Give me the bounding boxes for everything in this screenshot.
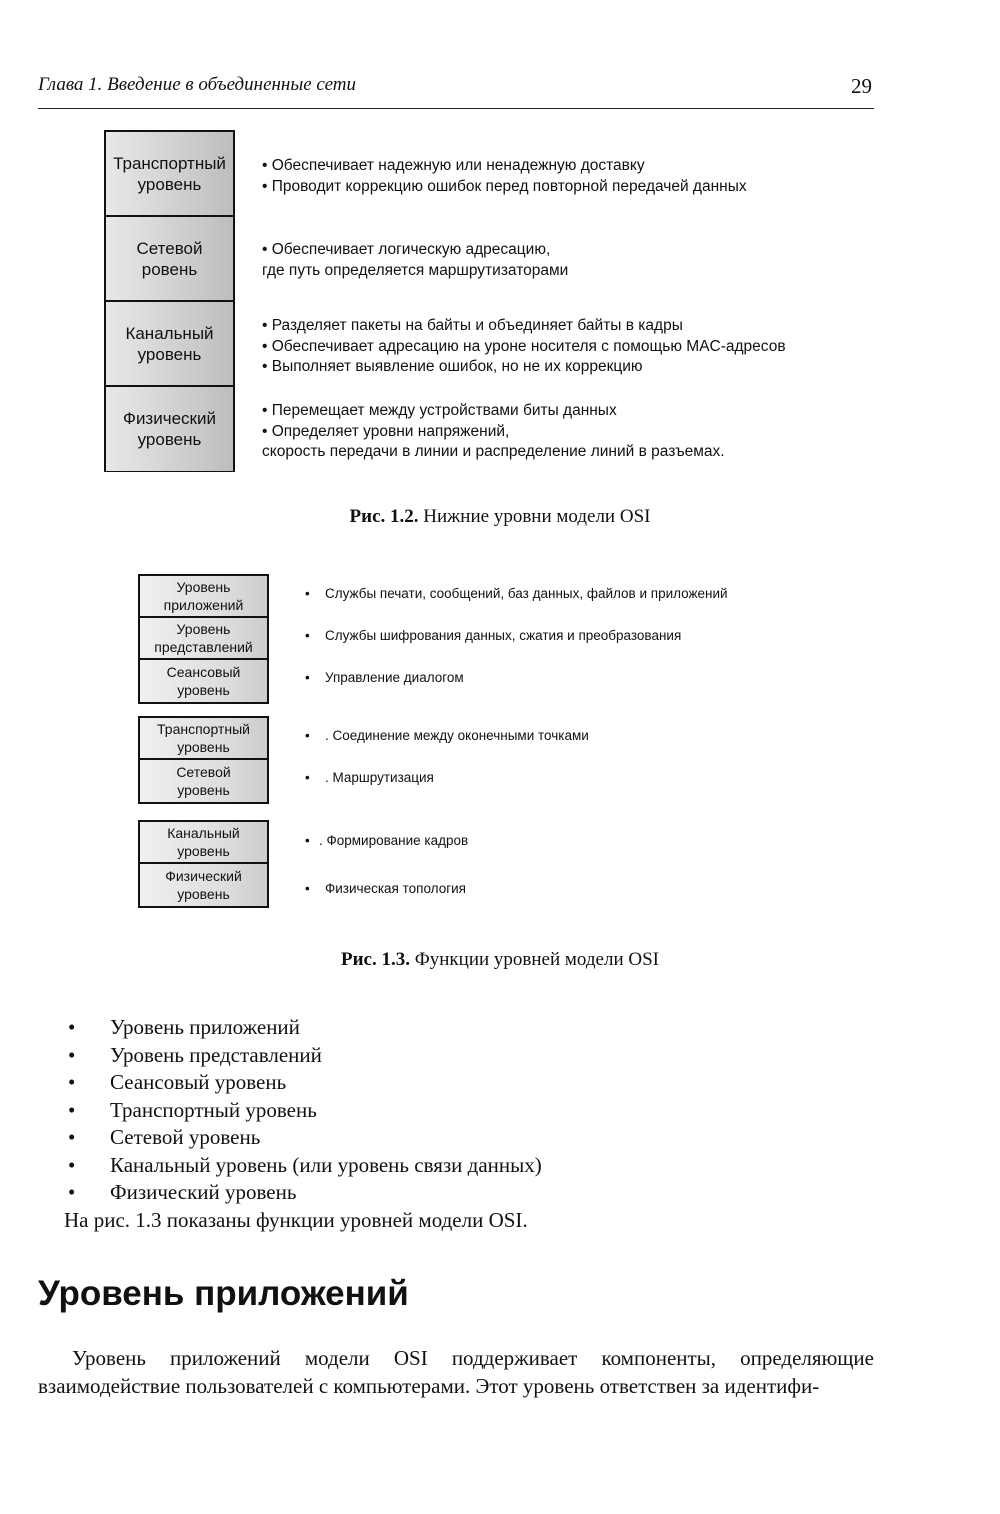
layer-box-session: Сеансовый уровень: [140, 660, 267, 702]
figure-1-3-upper-layers: [138, 574, 269, 704]
function-item: • . Формирование кадров: [305, 833, 469, 848]
function-item: • Службы шифрования данных, сжатия и преобразования: [305, 628, 682, 643]
bullet: •: [305, 770, 310, 785]
page-number: 29: [851, 74, 872, 98]
caption-text: Функции уровней модели OSI: [410, 949, 659, 970]
layer-box-physical: Физический уровень: [140, 864, 267, 906]
layer-desc-transport: • Обеспечивает надежную или ненадежную доставку • Проводит коррекцию ошибок перед повторной передачей данных: [262, 157, 747, 195]
body-paragraph: Уровень приложений модели OSI поддерживает компоненты, определяющие взаимодействие пользователей с компьютерами. Этот уровень ответствен за идентифи-: [38, 1346, 874, 1398]
caption-label: Рис. 1.3.: [341, 949, 410, 970]
layer-desc-network: • Обеспечивает логическую адресацию, где путь определяется маршрутизаторами: [262, 241, 569, 279]
function-item: • . Маршрутизация: [305, 770, 434, 785]
figure-reference-note: На рис. 1.3 показаны функции уровней модели OSI.: [64, 1208, 528, 1232]
layer-box-transport: Транспортный уровень: [140, 718, 267, 760]
figure-1-2-layer-stack: [104, 130, 235, 472]
list-item: • Канальный уровень (или уровень связи данных): [64, 1152, 542, 1180]
layer-desc-physical: • Перемещает между устройствами биты данных • Определяет уровни напряжений, скорость передачи в линии и распределение линий в разъемах.: [262, 402, 725, 460]
bullet: •: [305, 586, 310, 601]
list-item: • Транспортный уровень: [64, 1097, 542, 1125]
function-item: • Службы печати, сообщений, баз данных, файлов и приложений: [305, 586, 728, 601]
caption-label: Рис. 1.2.: [349, 506, 419, 527]
page-header: [38, 72, 874, 109]
layer-desc-datalink: • Разделяет пакеты на байты и объединяет байты в кадры • Обеспечивает адресацию на уроне носителя с помощью MAC-адресов • Выполняет выявление ошибок, но не их коррекцию: [262, 317, 786, 375]
function-item: • Управление диалогом: [305, 670, 464, 685]
list-item: • Уровень приложений: [64, 1014, 542, 1042]
layer-box-transport: Транспортный уровень: [106, 132, 233, 217]
list-item: • Сеансовый уровень: [64, 1069, 542, 1097]
list-item: • Физический уровень: [64, 1179, 542, 1207]
bullet: •: [305, 881, 310, 896]
layer-box-physical: Физический уровень: [106, 387, 233, 471]
layer-box-network: Сетевой ровень: [106, 217, 233, 302]
bullet: •: [305, 628, 310, 643]
function-item: • . Соединение между оконечными точками: [305, 728, 589, 743]
layer-box-datalink: Канальный уровень: [140, 822, 267, 864]
osi-layer-list: [64, 1014, 542, 1207]
layer-box-presentation: Уровень представлений: [140, 618, 267, 660]
section-heading: Уровень приложений: [38, 1274, 409, 1313]
list-item: • Уровень представлений: [64, 1042, 542, 1070]
list-item: • Сетевой уровень: [64, 1124, 542, 1152]
figure-1-2-caption: [0, 506, 1000, 528]
chapter-title: Глава 1. Введение в объединенные сети: [38, 74, 356, 95]
layer-box-datalink: Канальный уровень: [106, 302, 233, 387]
layer-box-application: Уровень приложений: [140, 576, 267, 618]
bullet: •: [305, 728, 310, 743]
caption-text: Нижние уровни модели OSI: [418, 506, 651, 527]
layer-box-network: Сетевой уровень: [140, 760, 267, 802]
figure-1-3-lower-layers: [138, 820, 269, 908]
figure-1-3-middle-layers: [138, 716, 269, 804]
bullet: •: [305, 833, 310, 848]
figure-1-3-caption: [0, 949, 1000, 971]
function-item: • Физическая топология: [305, 881, 466, 896]
bullet: •: [305, 670, 310, 685]
